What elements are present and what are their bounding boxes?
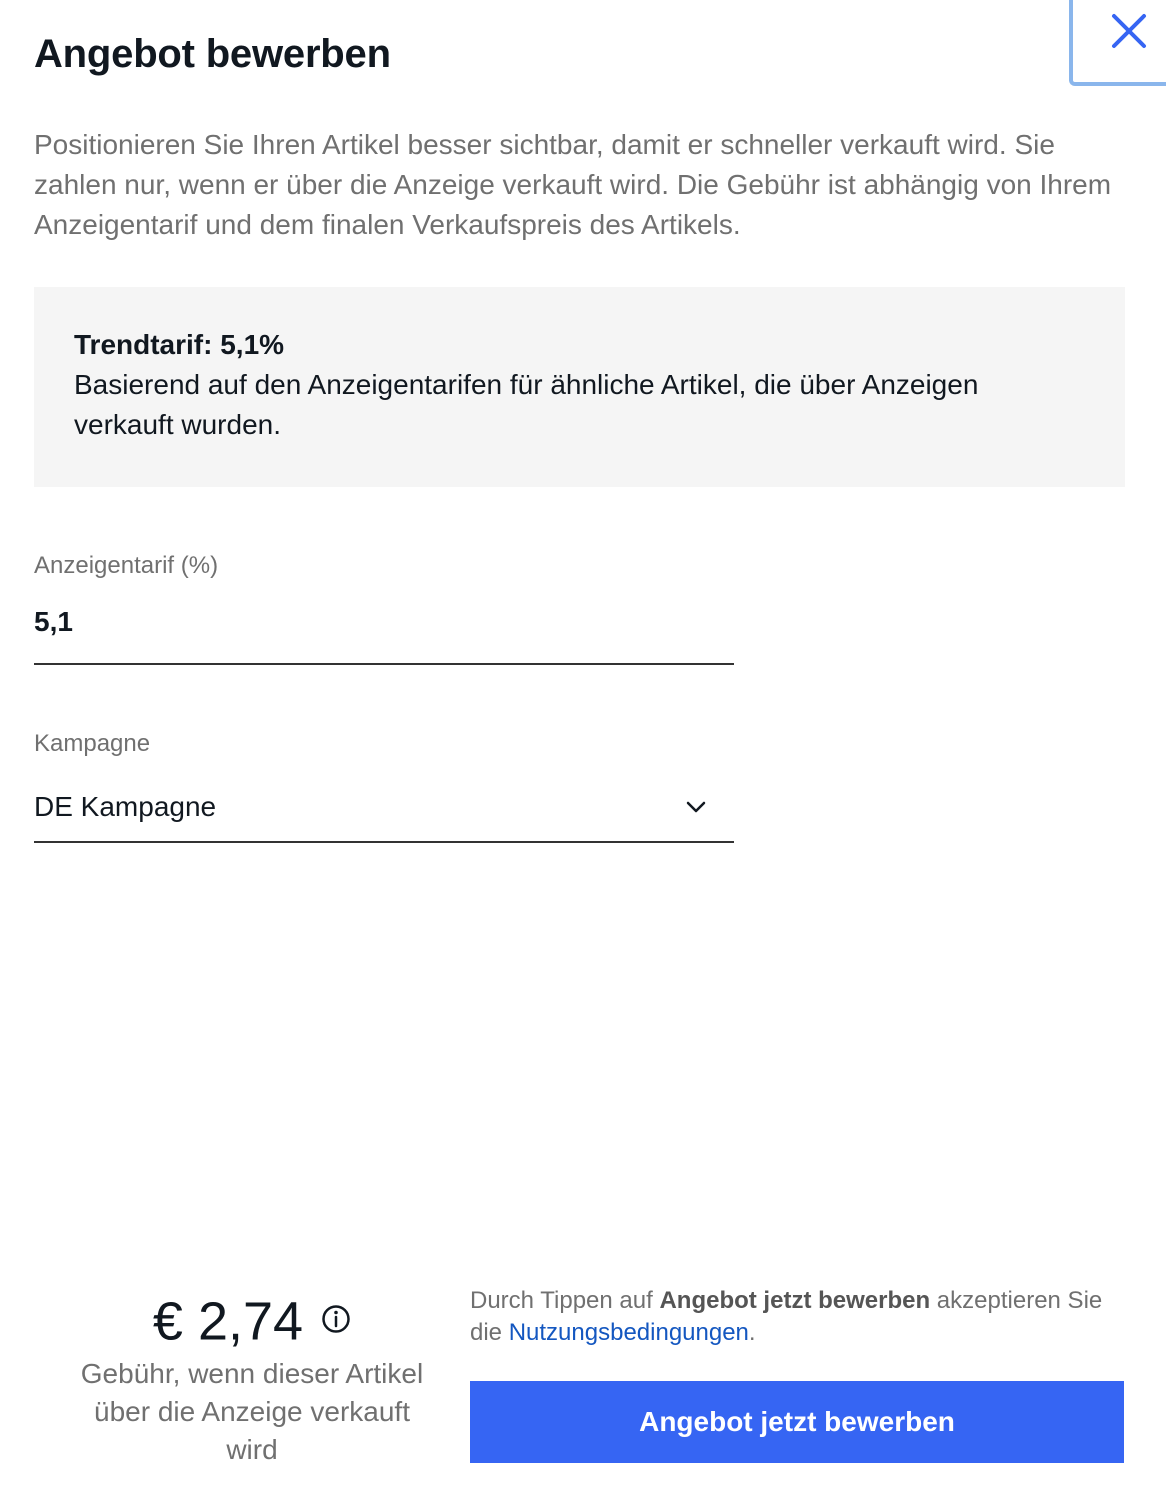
terms-prefix: Durch Tippen auf xyxy=(470,1287,660,1314)
fee-amount-value: € 2,74 xyxy=(152,1291,304,1352)
campaign-value: DE Kampagne xyxy=(34,790,217,822)
terms-of-use-link[interactable]: Nutzungsbedingungen xyxy=(508,1319,749,1346)
terms-notice xyxy=(470,1285,1130,1349)
trend-rate-title: Trendtarif: 5,1% xyxy=(74,329,285,360)
dialog-description: Positionieren Sie Ihren Artikel besser sichtbar, damit er schneller verkauft wird. Sie zahlen nur, wenn er über die Anzeige verkauft wird. Die Gebühr ist abhängig von Ihrem Anzeigentarif und dem finalen Verkaufspreis des Artikels. xyxy=(34,129,1112,240)
fee-caption: Gebühr, wenn dieser Artikel über die Anzeige verkauft wird xyxy=(80,1358,424,1465)
info-icon[interactable] xyxy=(321,1285,351,1347)
terms-bold-action: Angebot jetzt bewerben xyxy=(659,1287,931,1314)
ad-rate-input[interactable] xyxy=(34,602,734,642)
terms-suffix: . xyxy=(748,1319,756,1346)
campaign-select[interactable] xyxy=(34,780,734,843)
close-button[interactable] xyxy=(1069,0,1166,86)
chevron-down-icon xyxy=(686,801,706,813)
terms-middle: akzeptieren Sie die xyxy=(470,1287,1103,1346)
trend-rate-text: Basierend auf den Anzeigentarifen für ähnliche Artikel, die über Anzeigen verkauft wurden. xyxy=(74,369,979,440)
fee-amount xyxy=(34,1287,470,1353)
promote-now-button[interactable]: Angebot jetzt bewerben xyxy=(470,1381,1124,1463)
ad-rate-field[interactable] xyxy=(34,602,734,665)
trend-rate-panel xyxy=(34,287,1125,487)
dialog-title: Angebot bewerben xyxy=(34,32,391,76)
close-icon xyxy=(1111,13,1147,49)
campaign-label: Kampagne xyxy=(34,730,151,757)
ad-rate-label: Anzeigentarif (%) xyxy=(34,552,219,579)
